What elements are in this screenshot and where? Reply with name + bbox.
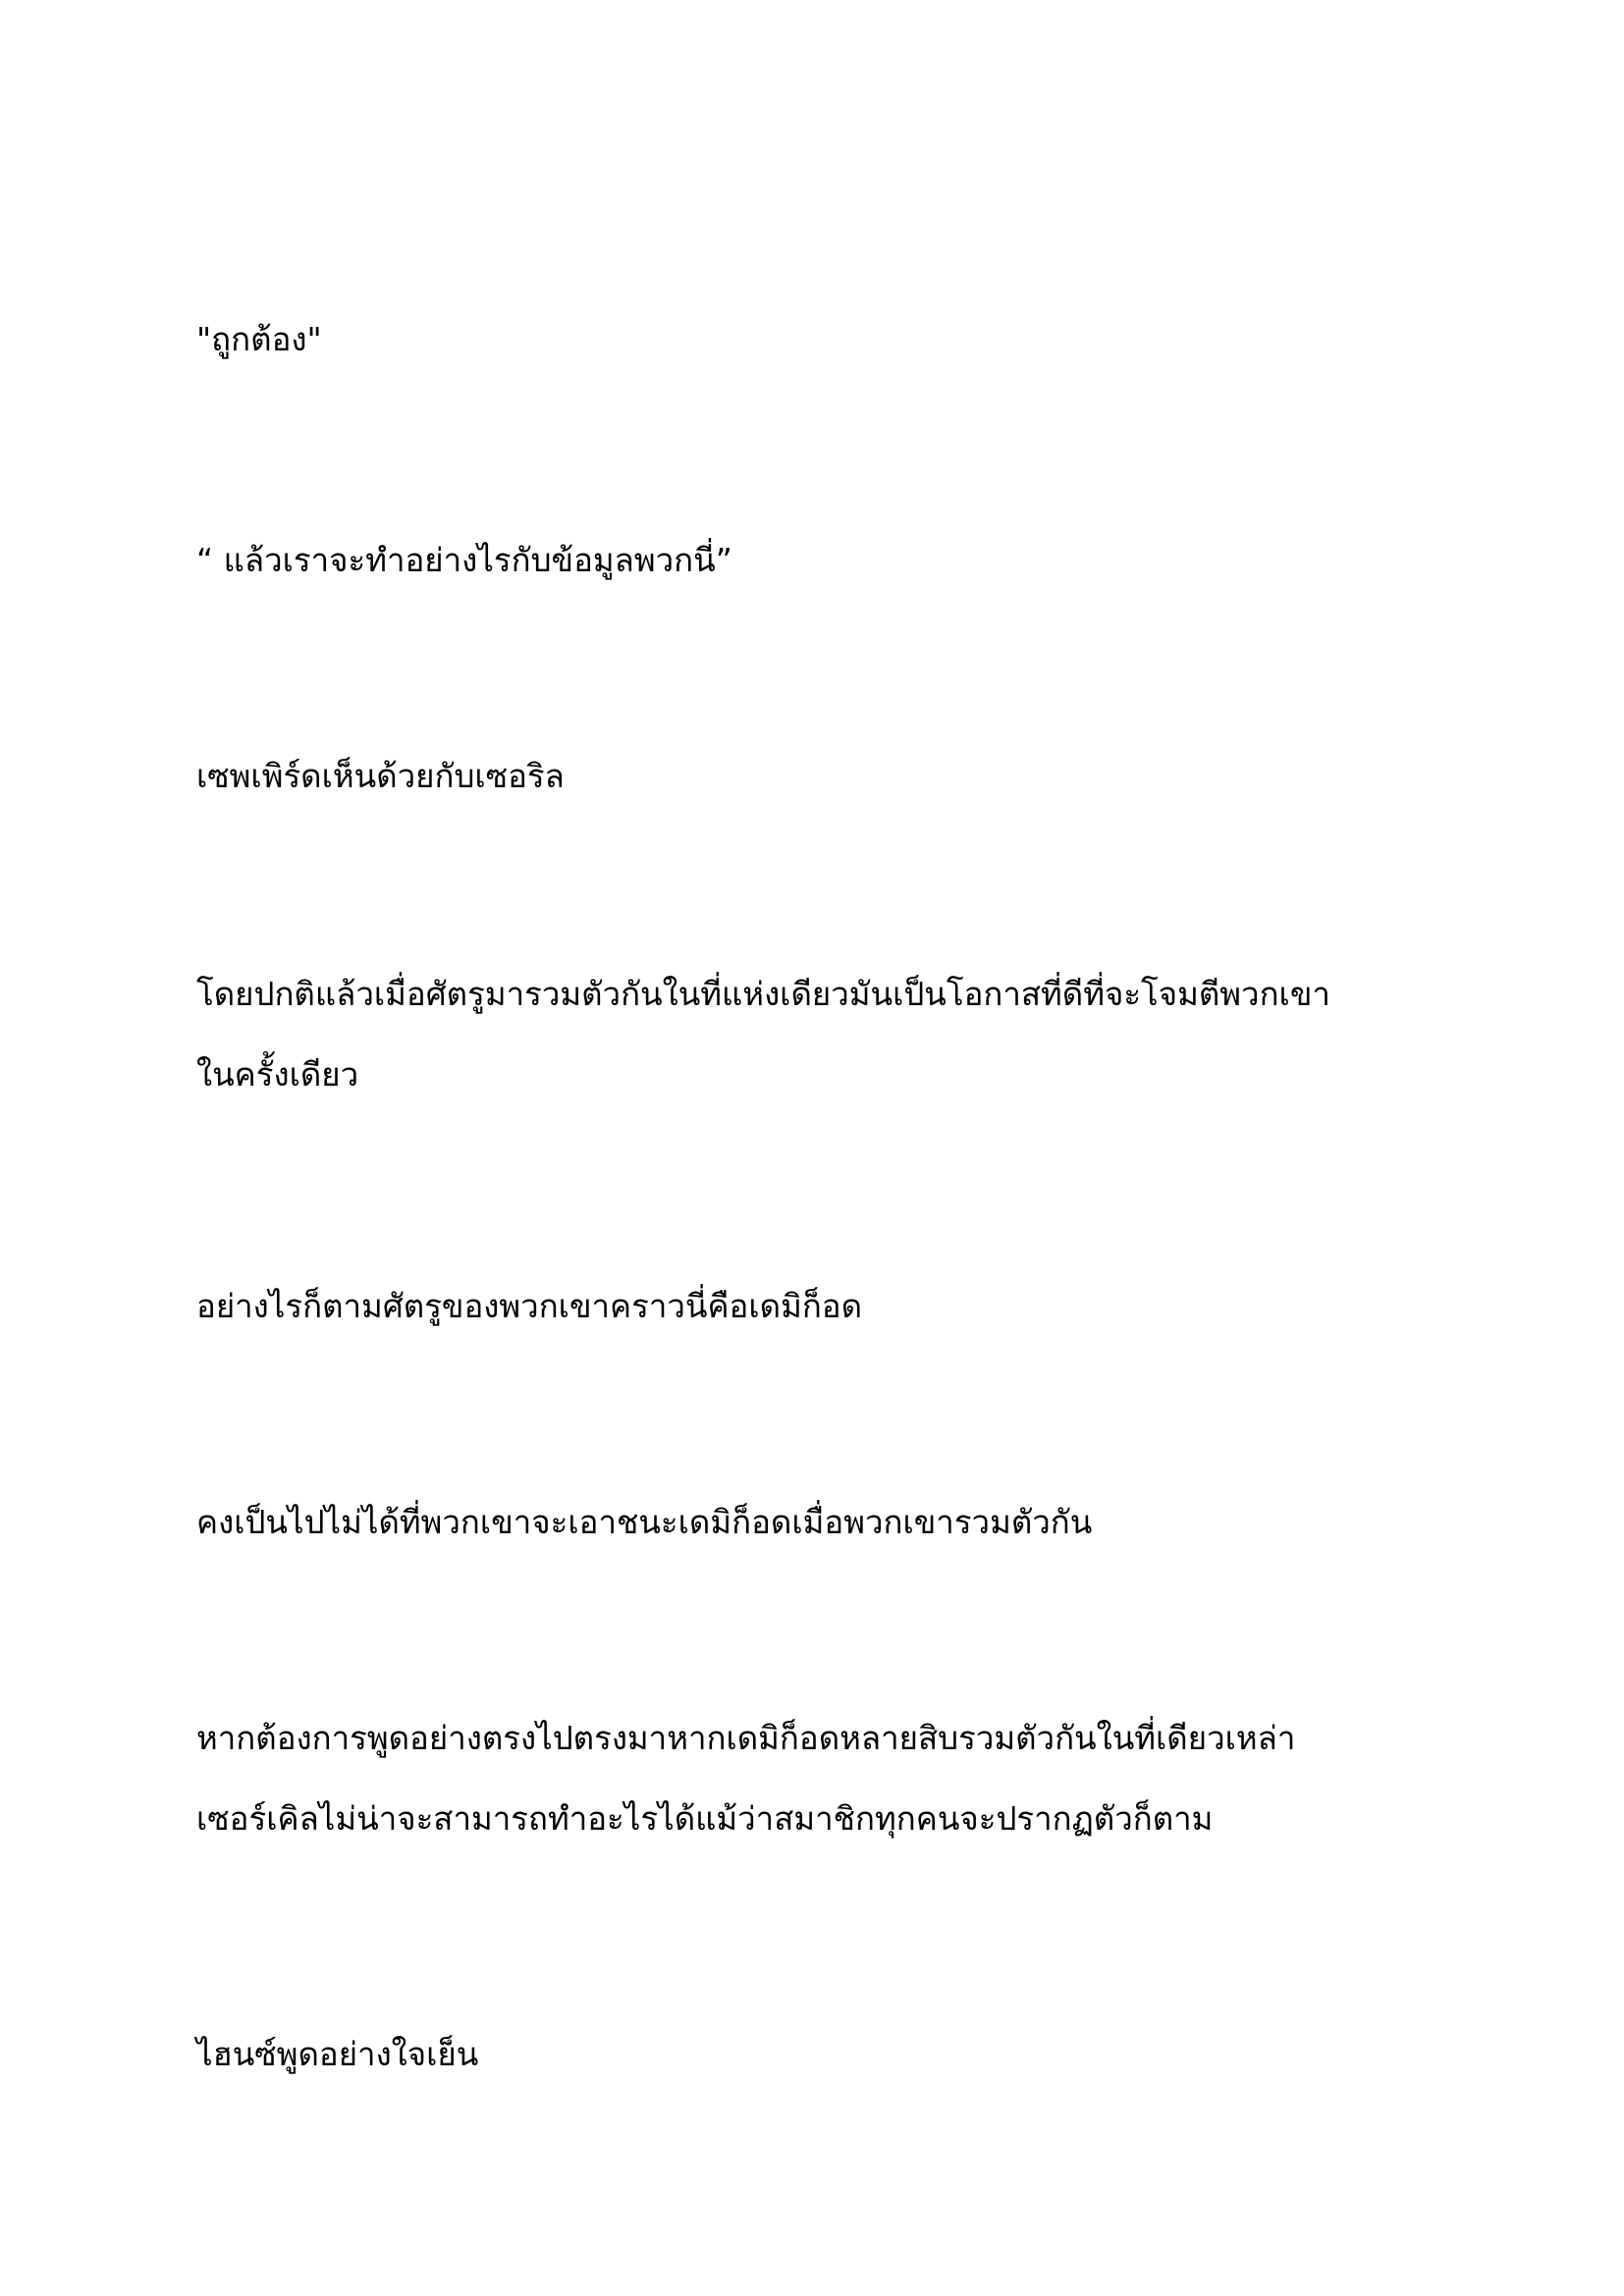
paragraph-line: คงเป็นไปไม่ได้ที่พวกเขาจะเอาชนะเดมิก็อดเมื่อพวกเขารวมตัวกัน [196,1503,1093,1541]
paragraph-line: “ แล้วเราจะทำอย่างไรกับข้อมูลพวกนี่” [196,541,732,579]
paragraph-line: เซอร์เคิลไม่น่าจะสามารถทำอะไรได้แม้ว่าสมาชิกทุกคนจะปรากฏตัวก็ตาม [196,1799,1214,1838]
paragraph-line: อย่างไรก็ตามศัตรูของพวกเขาคราวนี่คือเดมิก็อด [196,1287,863,1325]
paragraph-line: โดยปกติแล้วเมื่อศัตรูมารวมตัวกันในที่แห่งเดียวมันเป็นโอกาสที่ดีที่จะโจมตีพวกเขา [196,975,1330,1013]
paragraph-5 [196,1266,1434,1347]
paragraph-7 [196,1698,1434,1859]
paragraph-line: "ถูกต้อง" [196,320,322,358]
paragraph-line: ในครั้งเดียว [196,1055,359,1094]
paragraph-4 [196,954,1434,1115]
paragraph-3 [196,736,1434,817]
paragraph-2 [196,520,1434,601]
paragraph-8 [196,2014,1434,2095]
paragraph-line: เซพเพิร์ดเห็นด้วยกับเซอริล [196,757,565,795]
paragraph-1 [196,299,1434,380]
paragraph-line: หากต้องการพูดอย่างตรงไปตรงมาหากเดมิก็อดหลายสิบรวมตัวกันในที่เดียวเหล่า [196,1719,1296,1757]
paragraph-line: ไฮนซ์พูดอย่างใจเย็น [196,2035,479,2073]
paragraph-6 [196,1482,1434,1563]
